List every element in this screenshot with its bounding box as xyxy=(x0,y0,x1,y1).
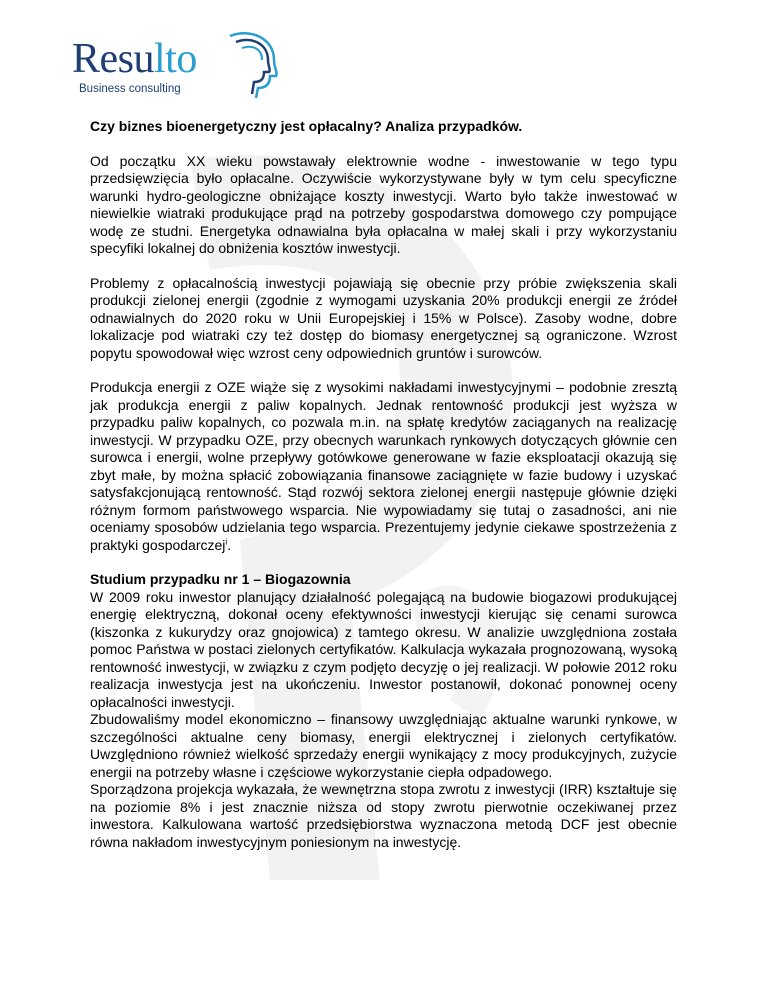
paragraph-1: Od początku XX wieku powstawały elektrownie wodne - inwestowanie w tego typu przedsięwzięcia było opłacalne. Oczywiście wykorzystywane były w tym celu specyficzne warunki hydro-geologiczne obniżające koszty inwestycji. Warto było także inwestować w niewielkie wiatraki produkujące prąd na potrzeby gospodarstwa domowego czy pompujące wodę ze studni. Energetyka odnawialna była opłacalna w małej skali i przy wykorzystaniu specyfiki lokalnej do obniżenia kosztów inwestycji. xyxy=(90,152,677,256)
case-study-heading: Studium przypadku nr 1 – Biogazownia xyxy=(90,571,351,587)
case-paragraph-1: W 2009 roku inwestor planujący działalność polegającą na budowie biogazowi produkującej energię elektryczną, dokonał oceny efektywności inwestycji kierując się cenami surowca (kiszonka z kukurydzy oraz gnojowica) z tamtego okresu. W analizie uwzględniona została pomoc Państwa w postaci zielonych certyfikatów. Kalkulacja wykazała prognozowaną, wysoką rentowność inwestycji, w związku z czym podjęto decyzję o jej realizacji. W połowie 2012 roku realizacja inwestycja jest na ukończeniu. Inwestor postanowił, dokonać ponownej oceny opłacalności inwestycji. xyxy=(90,588,677,710)
document-body xyxy=(90,118,677,851)
footnote-marker[interactable]: i xyxy=(225,536,228,546)
company-logo xyxy=(72,30,272,102)
document-title: Czy biznes bioenergetyczny jest opłacalny? Analiza przypadków. xyxy=(90,118,523,134)
head-profile-icon xyxy=(222,30,282,100)
case-paragraph-3: Sporządzona projekcja wykazała, że wewnętrzna stopa zwrotu z inwestycji (IRR) kształtuje się na poziomie 8% i jest znacznie niższa od stopy zwrotu pierwotnie oczekiwanej przez inwestora. Kalkulowana wartość przedsiębiorstwa wyznaczona metodą DCF jest obecnie równa nakładom inwestycyjnym poniesionym na inwestycję. xyxy=(90,781,677,850)
logo-wordmark xyxy=(72,38,197,80)
logo-word-accent: lto xyxy=(154,36,197,82)
case-paragraph-2: Zbudowaliśmy model ekonomiczno – finansowy uwzględniając aktualne warunki rynkowe, w szczególności aktualne ceny biomasy, energii elektrycznej i zielonych certyfikatów. Uwzględniono również wielkość sprzedaży energii wynikający z mocy produkcyjnych, zużycie energii na potrzeby własne i częściowe wykorzystanie ciepła odpadowego. xyxy=(90,711,677,780)
paragraph-3-text: Produkcja energii z OZE wiąże się z wysokimi nakładami inwestycyjnymi – podobnie zresztą jak produkcja energii z paliw kopalnych. Jednak rentowność produkcji jest wyższa w przypadku paliw kopalnych, co pozwala m.in. na spłatę kredytów zaciąganych na realizację inwestycji. W przypadku OZE, przy obecnych warunkach rynkowych dotyczących głównie cen surowca i energii, wolne przepływy gotówkowe generowane w fazie eksploatacji okazują się zbyt małe, by można spłacić zobowiązania finansowe zaciągnięte w fazie budowy i uzyskać satysfakcjonującą rentowność. Stąd rozwój sektora zielonej energii następuje głównie dzięki różnym formom państwowego wsparcia. Nie wypowiadamy się tutaj o zasadności, ani nie oceniamy sposobów udzielania tego wsparcia. Prezentujemy jedynie ciekawe spostrzeżenia z praktyki gospodarczej xyxy=(90,379,677,553)
paragraph-2: Problemy z opłacalnością inwestycji pojawiają się obecnie przy próbie zwiększenia skali produkcji zielonej energii (zgodnie z wymogami uzyskania 20% produkcji energii ze źródeł odnawialnych do 2020 roku w Unii Europejskiej i 15% w Polsce). Zasoby wodne, dobre lokalizacje pod wiatraki czy też dostęp do biomasy energetycznej są ograniczone. Wzrost popytu spowodował więc wzrost ceny odpowiednich gruntów i surowców. xyxy=(90,274,677,361)
paragraph-3-tail: . xyxy=(227,536,232,553)
logo-subtitle: Business consulting xyxy=(79,83,181,95)
logo-word-main: Resu xyxy=(72,36,154,82)
paragraph-3 xyxy=(90,379,677,554)
